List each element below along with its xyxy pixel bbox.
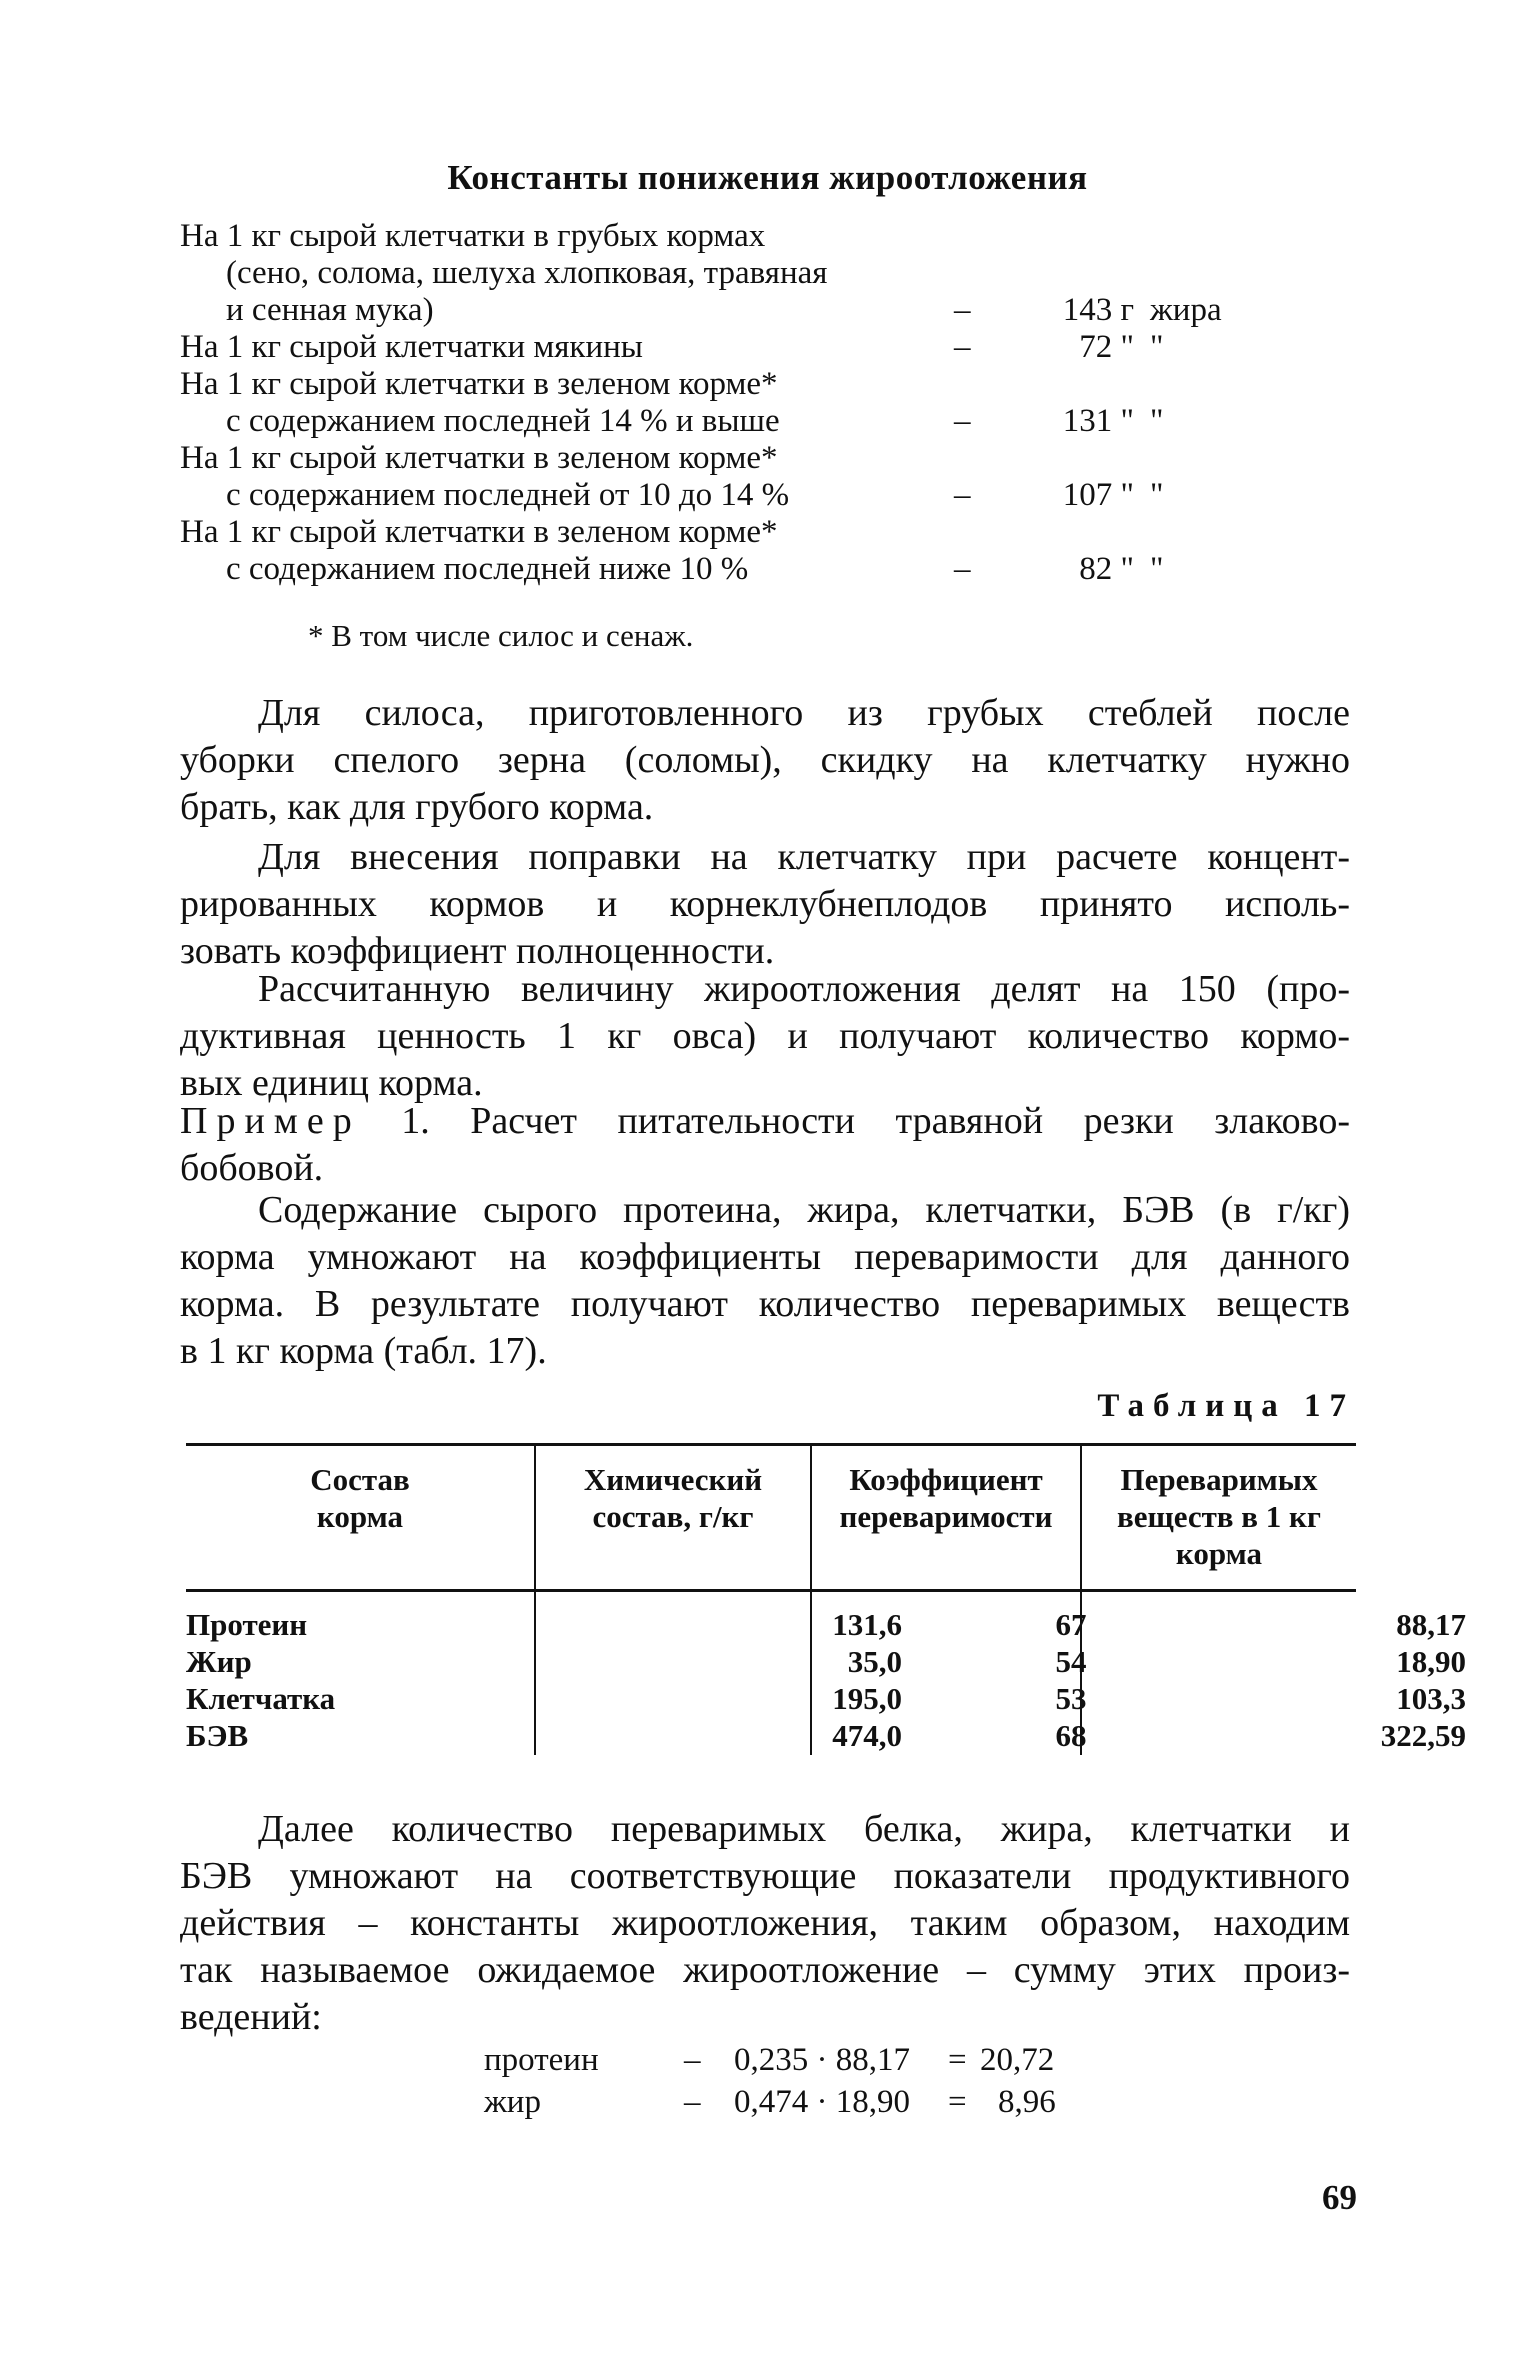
table-row bbox=[186, 1681, 1466, 1718]
constant-value: 131 " bbox=[1062, 403, 1134, 439]
example-paragraph bbox=[180, 1098, 1350, 1192]
cell-chem: 474,0 bbox=[832, 1718, 902, 1753]
constant-text: На 1 кг сырой клетчатки в зеленом корме* bbox=[180, 366, 778, 402]
table-row bbox=[186, 1607, 1466, 1644]
paragraph-line: Рассчитанную величину жироотложения делят на 150 (про- bbox=[258, 968, 1350, 1010]
paragraph bbox=[180, 1806, 1350, 2041]
paragraph-line: действия – константы жироотложения, таким образом, находим bbox=[180, 1902, 1350, 1944]
formula-expression: 0,235 · 88,17 bbox=[734, 2042, 910, 2078]
constant-row bbox=[180, 514, 1180, 588]
formula-result: 20,72 bbox=[980, 2042, 1055, 2078]
paragraph-line: ведений: bbox=[180, 1996, 322, 2038]
constant-unit: " bbox=[1150, 477, 1164, 513]
constant-text: с содержанием последней ниже 10 % bbox=[226, 551, 749, 587]
constant-unit: жира bbox=[1150, 292, 1222, 328]
constant-row bbox=[180, 366, 1180, 440]
cell-dig: 88,17 bbox=[1396, 1607, 1466, 1642]
constant-value: 72 " bbox=[1079, 329, 1134, 365]
paragraph-line: корма. В результате получают количество переваримых веществ bbox=[180, 1283, 1350, 1325]
cell-chem: 35,0 bbox=[847, 1644, 902, 1679]
paragraph bbox=[180, 966, 1350, 1107]
paragraph-line: уборки спелого зерна (соломы), скидку на клетчатку нужно bbox=[180, 739, 1350, 781]
cell-coef: 68 bbox=[1055, 1718, 1087, 1753]
formula-result: 8,96 bbox=[998, 2084, 1056, 2120]
paragraph bbox=[180, 1187, 1350, 1375]
paragraph bbox=[180, 834, 1350, 975]
formula-equals: = bbox=[948, 2042, 967, 2078]
constant-value: 82 " bbox=[1079, 551, 1134, 587]
formula-equals: = bbox=[948, 2084, 967, 2120]
table-top-rule bbox=[186, 1443, 1356, 1446]
table-header-cell: Переваримых веществ в 1 кг корма bbox=[1117, 1462, 1321, 1571]
paragraph-line: БЭВ умножают на соответствующие показатели продуктивного bbox=[180, 1855, 1350, 1897]
paragraph-line: дуктивная ценность 1 кг овса) и получают количество кормо- bbox=[180, 1015, 1350, 1057]
constants-list bbox=[180, 218, 1222, 588]
paragraph-line: Пример 1. Расчет питательности травяной резки злаково- bbox=[180, 1100, 1351, 1142]
constant-text: с содержанием последней 14 % и выше bbox=[226, 403, 780, 439]
constant-text: (сено, солома, шелуха хлопковая, травяная bbox=[226, 255, 828, 291]
paragraph-line: в 1 кг корма (табл. 17). bbox=[180, 1330, 547, 1372]
table-header-cell: Коэффициент переваримости bbox=[839, 1462, 1053, 1534]
paragraph-line: Содержание сырого протеина, жира, клетчатки, БЭВ (в г/кг) bbox=[258, 1189, 1350, 1231]
paragraph-line: зовать коэффициент полноценности. bbox=[180, 930, 775, 972]
table-header-cell: Химический состав, г/кг bbox=[583, 1462, 763, 1534]
formula-dash: – bbox=[684, 2042, 701, 2078]
example-label: Пример bbox=[180, 1100, 361, 1142]
paragraph bbox=[180, 690, 1350, 831]
constant-unit: " bbox=[1150, 551, 1164, 587]
constant-text: На 1 кг сырой клетчатки в зеленом корме* bbox=[180, 440, 778, 476]
cell-dig: 103,3 bbox=[1396, 1681, 1466, 1716]
constant-unit: " bbox=[1150, 329, 1164, 365]
paragraph-line: Для силоса, приготовленного из грубых стеблей после bbox=[258, 692, 1350, 734]
formula-name: протеин bbox=[484, 2042, 599, 2078]
table-row bbox=[186, 1644, 1466, 1681]
constant-dash: – bbox=[954, 403, 971, 439]
formula-expression: 0,474 · 18,90 bbox=[734, 2084, 910, 2120]
constant-unit: " bbox=[1150, 403, 1164, 439]
cell-dig: 322,59 bbox=[1380, 1718, 1466, 1753]
paragraph-line: Далее количество переваримых белка, жира, клетчатки и bbox=[258, 1808, 1350, 1850]
page-number: 69 bbox=[1322, 2178, 1357, 2217]
constant-dash: – bbox=[954, 292, 971, 328]
footnote: * В том числе силос и сенаж. bbox=[308, 618, 694, 653]
table-header-cell: Состав корма bbox=[310, 1462, 410, 1534]
section-title: Константы понижения жироотложения bbox=[447, 158, 1088, 197]
paragraph-line: бобовой. bbox=[180, 1147, 324, 1189]
constant-text: На 1 кг сырой клетчатки в грубых кормах bbox=[180, 218, 766, 254]
paragraph-line: корма умножают на коэффициенты переваримости для данного bbox=[180, 1236, 1350, 1278]
table-row bbox=[186, 1718, 1466, 1755]
cell-coef: 53 bbox=[1055, 1681, 1087, 1716]
constant-row bbox=[180, 440, 1180, 514]
paragraph-line: Для внесения поправки на клетчатку при расчете концент- bbox=[258, 836, 1350, 878]
paragraph-line: брать, как для грубого корма. bbox=[180, 786, 654, 828]
paragraph-line: вых единиц корма. bbox=[180, 1062, 483, 1104]
cell-chem: 195,0 bbox=[832, 1681, 902, 1716]
constant-dash: – bbox=[954, 329, 971, 365]
constant-text: На 1 кг сырой клетчатки в зеленом корме* bbox=[180, 514, 778, 550]
cell-name: Клетчатка bbox=[186, 1681, 336, 1716]
constant-text: с содержанием последней от 10 до 14 % bbox=[226, 477, 790, 513]
formula-name: жир bbox=[484, 2084, 541, 2120]
cell-coef: 67 bbox=[1055, 1607, 1087, 1642]
cell-name: БЭВ bbox=[186, 1718, 249, 1753]
paragraph-line: так называемое ожидаемое жироотложение – сумму этих произ- bbox=[180, 1949, 1350, 1991]
table-body bbox=[186, 1607, 1466, 1755]
formula-dash: – bbox=[684, 2084, 701, 2120]
formula-line bbox=[484, 2082, 1056, 2362]
constant-dash: – bbox=[954, 551, 971, 587]
cell-name: Жир bbox=[186, 1644, 252, 1679]
constant-value: 143 г bbox=[1062, 292, 1134, 328]
constant-text: и сенная мука) bbox=[226, 292, 434, 328]
constant-text: На 1 кг сырой клетчатки мякины bbox=[180, 329, 643, 365]
cell-name: Протеин bbox=[186, 1607, 308, 1642]
paragraph-line: рированных кормов и корнеклубнеплодов принято исполь- bbox=[180, 883, 1350, 925]
cell-coef: 54 bbox=[1055, 1644, 1087, 1679]
constant-dash: – bbox=[954, 477, 971, 513]
cell-chem: 131,6 bbox=[832, 1607, 902, 1642]
constant-row bbox=[180, 218, 1222, 329]
constant-value: 107 " bbox=[1062, 477, 1134, 513]
constant-row bbox=[180, 329, 1180, 366]
cell-dig: 18,90 bbox=[1396, 1644, 1466, 1679]
table-caption: Таблица 17 bbox=[1097, 1388, 1355, 1424]
table-header-rule bbox=[186, 1589, 1356, 1592]
